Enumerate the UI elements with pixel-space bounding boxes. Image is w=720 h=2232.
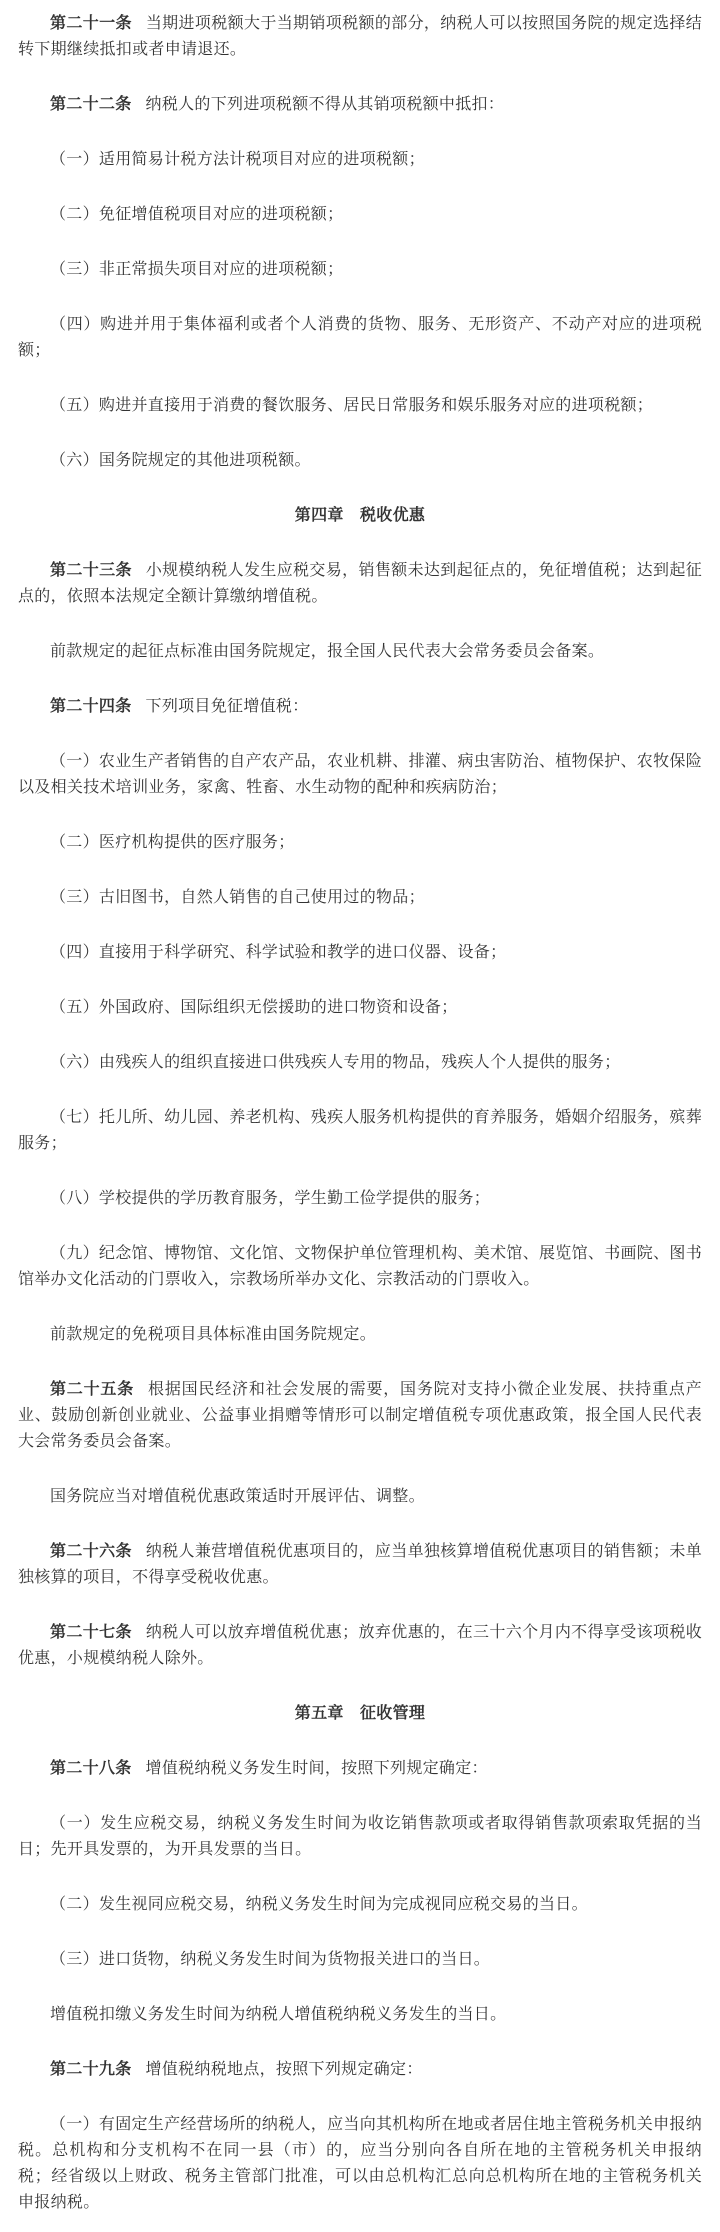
article-paragraph — [18, 2056, 702, 2082]
article-text: 增值税纳税义务发生时间，按照下列规定确定： — [145, 1758, 488, 1777]
chapter-heading: 第五章 征收管理 — [294, 1703, 426, 1722]
article-text: 小规模纳税人发生应税交易，销售额未达到起征点的，免征增值税；达到起征点的，依照本法规定全额计算缴纳增值税。 — [18, 560, 702, 605]
article-label: 第二十三条 — [50, 560, 132, 579]
article-text: 根据国民经济和社会发展的需要，国务院对支持小微企业发展、扶持重点产业、鼓励创新创业就业、公益事业捐赠等情形可以制定增值税专项优惠政策，报全国人民代表大会常务委员会备案。 — [18, 1379, 702, 1450]
body-paragraph: （四）直接用于科学研究、科学试验和教学的进口仪器、设备； — [50, 942, 507, 961]
body-paragraph: （六）国务院规定的其他进项税额。 — [50, 450, 311, 469]
article-paragraph — [18, 91, 702, 117]
article-label: 第二十五条 — [50, 1379, 135, 1398]
body-paragraph: （一）发生应税交易，纳税义务发生时间为收讫销售款项或者取得销售款项索取凭据的当日；先开具发票的，为开具发票的当日。 — [18, 1813, 702, 1858]
article-paragraph — [18, 1755, 702, 1781]
body-paragraph: 前款规定的免税项目具体标准由国务院规定。 — [50, 1324, 377, 1343]
article-text: 当期进项税额大于当期销项税额的部分，纳税人可以按照国务院的规定选择结转下期继续抵扣或者申请退还。 — [18, 13, 702, 58]
body-paragraph: （九）纪念馆、博物馆、文化馆、文物保护单位管理机构、美术馆、展览馆、书画院、图书馆举办文化活动的门票收入，宗教场所举办文化、宗教活动的门票收入。 — [18, 1243, 703, 1288]
article-text: 纳税人兼营增值税优惠项目的，应当单独核算增值税优惠项目的销售额；未单独核算的项目，不得享受税收优惠。 — [18, 1541, 702, 1586]
body-paragraph: （二）发生视同应税交易，纳税义务发生时间为完成视同应税交易的当日。 — [50, 1894, 588, 1913]
article-label: 第二十四条 — [50, 696, 132, 715]
article-text: 纳税人的下列进项税额不得从其销项税额中抵扣： — [145, 94, 505, 113]
body-paragraph: （六）由残疾人的组织直接进口供残疾人专用的物品，残疾人个人提供的服务； — [50, 1052, 621, 1071]
body-paragraph: （一）农业生产者销售的自产农产品，农业机耕、排灌、病虫害防治、植物保护、农牧保险以及相关技术培训业务，家禽、牲畜、水生动物的配种和疾病防治； — [18, 751, 703, 796]
body-paragraph: （八）学校提供的学历教育服务，学生勤工俭学提供的服务； — [50, 1188, 491, 1207]
article-label: 第二十七条 — [50, 1622, 132, 1641]
body-paragraph: （四）购进并用于集体福利或者个人消费的货物、服务、无形资产、不动产对应的进项税额； — [18, 314, 702, 359]
article-text: 纳税人可以放弃增值税优惠；放弃优惠的，在三十六个月内不得享受该项税收优惠，小规模纳税人除外。 — [18, 1622, 702, 1667]
article-label: 第二十一条 — [50, 13, 132, 32]
body-paragraph: （五）购进并直接用于消费的餐饮服务、居民日常服务和娱乐服务对应的进项税额； — [50, 395, 654, 414]
body-paragraph: 增值税扣缴义务发生时间为纳税人增值税纳税义务发生的当日。 — [50, 2004, 507, 2023]
article-paragraph — [18, 557, 702, 609]
chapter-heading: 第四章 税收优惠 — [294, 505, 426, 524]
body-paragraph: （三）非正常损失项目对应的进项税额； — [50, 259, 344, 278]
article-paragraph — [18, 1619, 702, 1671]
article-label: 第二十九条 — [50, 2059, 132, 2078]
article-text: 下列项目免征增值税： — [145, 696, 309, 715]
article-paragraph — [18, 693, 702, 719]
article-paragraph — [18, 10, 702, 62]
article-label: 第二十六条 — [50, 1541, 132, 1560]
body-paragraph: （一）适用简易计税方法计税项目对应的进项税额； — [50, 149, 425, 168]
article-paragraph — [18, 1376, 702, 1454]
body-paragraph: 前款规定的起征点标准由国务院规定，报全国人民代表大会常务委员会备案。 — [50, 641, 605, 660]
article-text: 增值税纳税地点，按照下列规定确定： — [145, 2059, 423, 2078]
body-paragraph: （五）外国政府、国际组织无偿援助的进口物资和设备； — [50, 997, 458, 1016]
article-label: 第二十八条 — [50, 1758, 132, 1777]
body-paragraph: 国务院应当对增值税优惠政策适时开展评估、调整。 — [50, 1486, 425, 1505]
body-paragraph: （三）进口货物，纳税义务发生时间为货物报关进口的当日。 — [50, 1949, 491, 1968]
body-paragraph: （七）托儿所、幼儿园、养老机构、残疾人服务机构提供的育养服务，婚姻介绍服务，殡葬服务； — [18, 1107, 703, 1152]
body-paragraph: （二）医疗机构提供的医疗服务； — [50, 832, 295, 851]
article-paragraph — [18, 1538, 702, 1590]
body-paragraph: （三）古旧图书，自然人销售的自己使用过的物品； — [50, 887, 425, 906]
body-paragraph: （一）有固定生产经营场所的纳税人，应当向其机构所在地或者居住地主管税务机关申报纳税。总机构和分支机构不在同一县（市）的，应当分别向各自所在地的主管税务机关申报纳税；经省级以上财政、税务主管部门批准，可以由总机构汇总向总机构所在地的主管税务机关申报纳税。 — [18, 2114, 703, 2211]
article-label: 第二十二条 — [50, 94, 132, 113]
body-paragraph: （二）免征增值税项目对应的进项税额； — [50, 204, 344, 223]
